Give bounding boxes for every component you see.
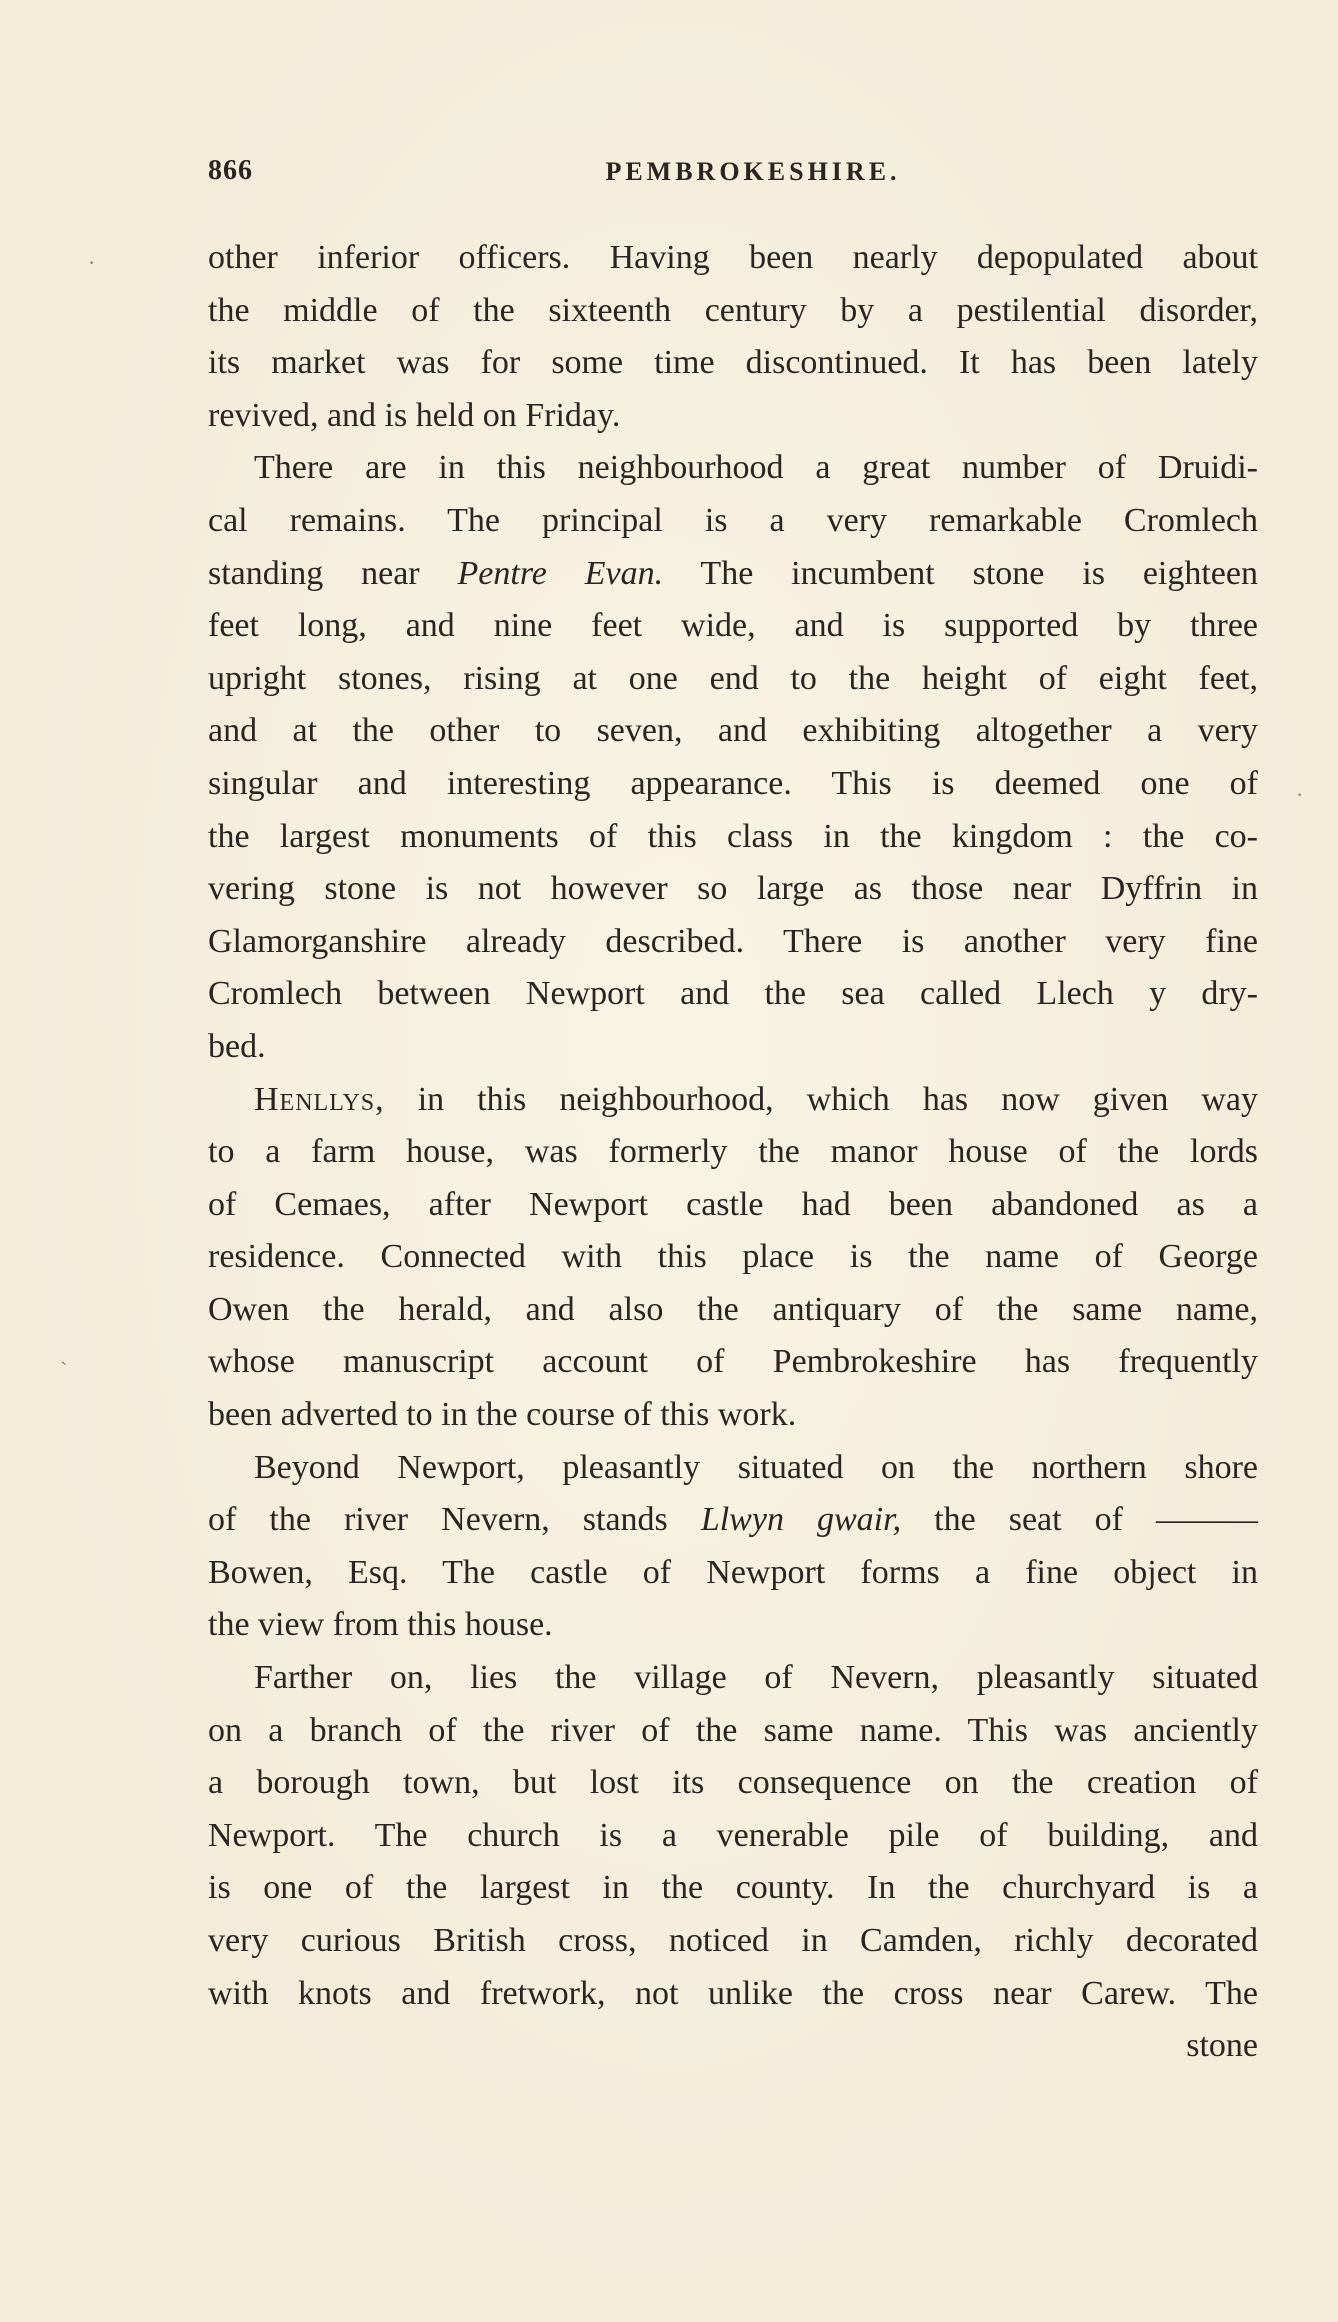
text-line: on a branch of the river of the same name. This was anciently [208, 1711, 1258, 1749]
text-line: other inferior officers. Having been nearly depopulated about [208, 239, 1258, 276]
text-line: the middle of the sixteenth century by a pestilential disorder, [208, 291, 1258, 329]
paragraph-start: Farther on, lies the village of Nevern, pleasantly situated [254, 1659, 1258, 1697]
running-head: PEMBROKESHIRE. [605, 157, 901, 186]
text-line: Cromlech between Newport and the sea called Llech y dry- [208, 975, 1258, 1013]
paragraph-start: There are in this neighbourhood a great number of Druidi- [254, 449, 1258, 487]
margin-speck: · [1296, 782, 1304, 807]
place-name-llwyn-gwair: Llwyn gwair, [700, 1501, 902, 1539]
page-header [208, 155, 1258, 195]
text-line: Newport. The church is a venerable pile of building, and [208, 1816, 1258, 1854]
place-name-pentre-evan: Pentre Evan. [457, 554, 664, 592]
text-line: of Cemaes, after Newport castle had been abandoned as a [208, 1185, 1258, 1223]
page-number: 866 [208, 155, 253, 186]
margin-speck: ˎ [60, 1340, 68, 1365]
text-line: a borough town, but lost its consequence on the creation of [208, 1764, 1258, 1802]
place-name-henllys: Henllys, [254, 1080, 385, 1118]
paragraph-start: Beyond Newport, pleasantly situated on the northern shore [254, 1448, 1258, 1486]
text-line: bed. [208, 1027, 266, 1065]
catchword: stone [1186, 2027, 1258, 2065]
text-line: to a farm house, was formerly the manor house of the lords [208, 1133, 1258, 1171]
text-line: whose manuscript account of Pembrokeshire has frequently [208, 1343, 1258, 1381]
text-line: Owen the herald, and also the antiquary of the same name, [208, 1290, 1258, 1328]
text-line: revived, and is held on Friday. [208, 396, 621, 434]
text-line [208, 548, 1258, 601]
text-line: cal remains. The principal is a very remarkable Cromlech [208, 501, 1258, 539]
text-line: vering stone is not however so large as those near Dyffrin in [208, 870, 1258, 908]
text-line: feet long, and nine feet wide, and is supported by three [208, 607, 1258, 645]
text-fragment: of the river Nevern, stands [208, 1501, 701, 1539]
paragraph-start [208, 1074, 1258, 1127]
text-line: Glamorganshire already described. There is another very fine [208, 922, 1258, 960]
text-fragment: the seat of ——— [901, 1501, 1258, 1539]
text-line [208, 1494, 1258, 1547]
text-line: is one of the largest in the county. In the churchyard is a [208, 1869, 1258, 1907]
body-text [208, 232, 1258, 2073]
text-fragment: standing near [208, 554, 458, 592]
text-line: Bowen, Esq. The castle of Newport forms a fine object in [208, 1553, 1258, 1591]
text-line: the largest monuments of this class in the kingdom : the co- [208, 817, 1258, 855]
text-line: singular and interesting appearance. This is deemed one of [208, 764, 1258, 802]
text-line: upright stones, rising at one end to the height of eight feet, [208, 659, 1258, 697]
text-fragment: The incumbent stone is eighteen [663, 554, 1258, 592]
margin-speck: · [88, 250, 96, 275]
text-line: been adverted to in the course of this work. [208, 1396, 797, 1434]
text-line: with knots and fretwork, not unlike the cross near Carew. The [208, 1974, 1258, 2012]
text-line: and at the other to seven, and exhibiting altogether a very [208, 712, 1258, 750]
text-line: the view from this house. [208, 1606, 553, 1644]
text-fragment: in this neighbourhood, which has now given way [384, 1080, 1258, 1118]
text-line: very curious British cross, noticed in Camden, richly decorated [208, 1922, 1258, 1959]
text-line: residence. Connected with this place is the name of George [208, 1238, 1258, 1276]
text-line: its market was for some time discontinued. It has been lately [208, 344, 1258, 382]
